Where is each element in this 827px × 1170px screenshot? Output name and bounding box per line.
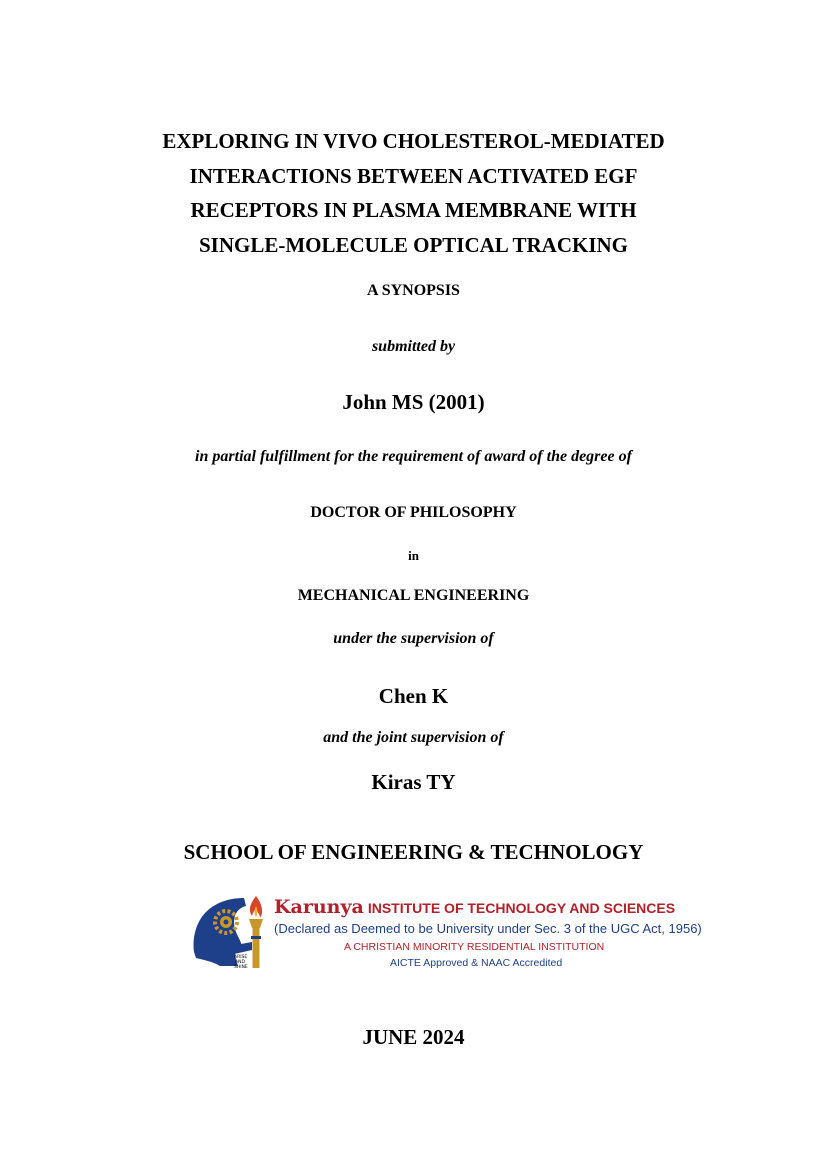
department-name: MECHANICAL ENGINEERING [297, 587, 530, 604]
logo-accreditation: AICTE Approved & NAAC Accredited [390, 957, 563, 969]
logo-title-line [274, 896, 675, 918]
svg-text:AND: AND [235, 960, 245, 965]
svg-text:ARISE: ARISE [234, 955, 248, 960]
logo-brand: Karunya [274, 896, 364, 918]
supervisor-name: Chen K [378, 684, 449, 708]
logo-institute: INSTITUTE OF TECHNOLOGY AND SCIENCES [367, 900, 676, 916]
document-type: A SYNOPSIS [367, 282, 460, 299]
school-name: SCHOOL OF ENGINEERING & TECHNOLOGY [183, 840, 644, 864]
author-name: John MS (2001) [342, 390, 485, 414]
title-line-2: INTERACTIONS BETWEEN ACTIVATED EGF [189, 163, 638, 188]
in-label: in [408, 548, 419, 563]
fulfillment-statement: in partial fulfillment for the requirement of award of the degree of [195, 448, 632, 465]
logo-declared: (Declared as Deemed to be University under Sec. 3 of the UGC Act, 1956) [274, 921, 702, 936]
degree-name: DOCTOR OF PHILOSOPHY [310, 504, 517, 521]
institution-logo [190, 892, 700, 974]
thesis-title [0, 124, 827, 262]
supervision-label: under the supervision of [333, 630, 494, 647]
title-line-3: RECEPTORS IN PLASMA MEMBRANE WITH [190, 198, 637, 222]
submitted-by-label: submitted by [371, 338, 456, 355]
logo-minority: A CHRISTIAN MINORITY RESIDENTIAL INSTITUTION [344, 941, 605, 953]
karunya-emblem-icon [190, 892, 270, 974]
joint-supervisor-name: Kiras TY [371, 770, 456, 794]
joint-supervision-label: and the joint supervision of [323, 729, 504, 746]
svg-text:SHINE: SHINE [234, 965, 248, 970]
title-line-4: SINGLE-MOLECULE OPTICAL TRACKING [198, 232, 629, 257]
submission-date: JUNE 2024 [362, 1025, 465, 1049]
title-line-1: EXPLORING IN VIVO CHOLESTEROL-MEDIATED [162, 129, 665, 153]
